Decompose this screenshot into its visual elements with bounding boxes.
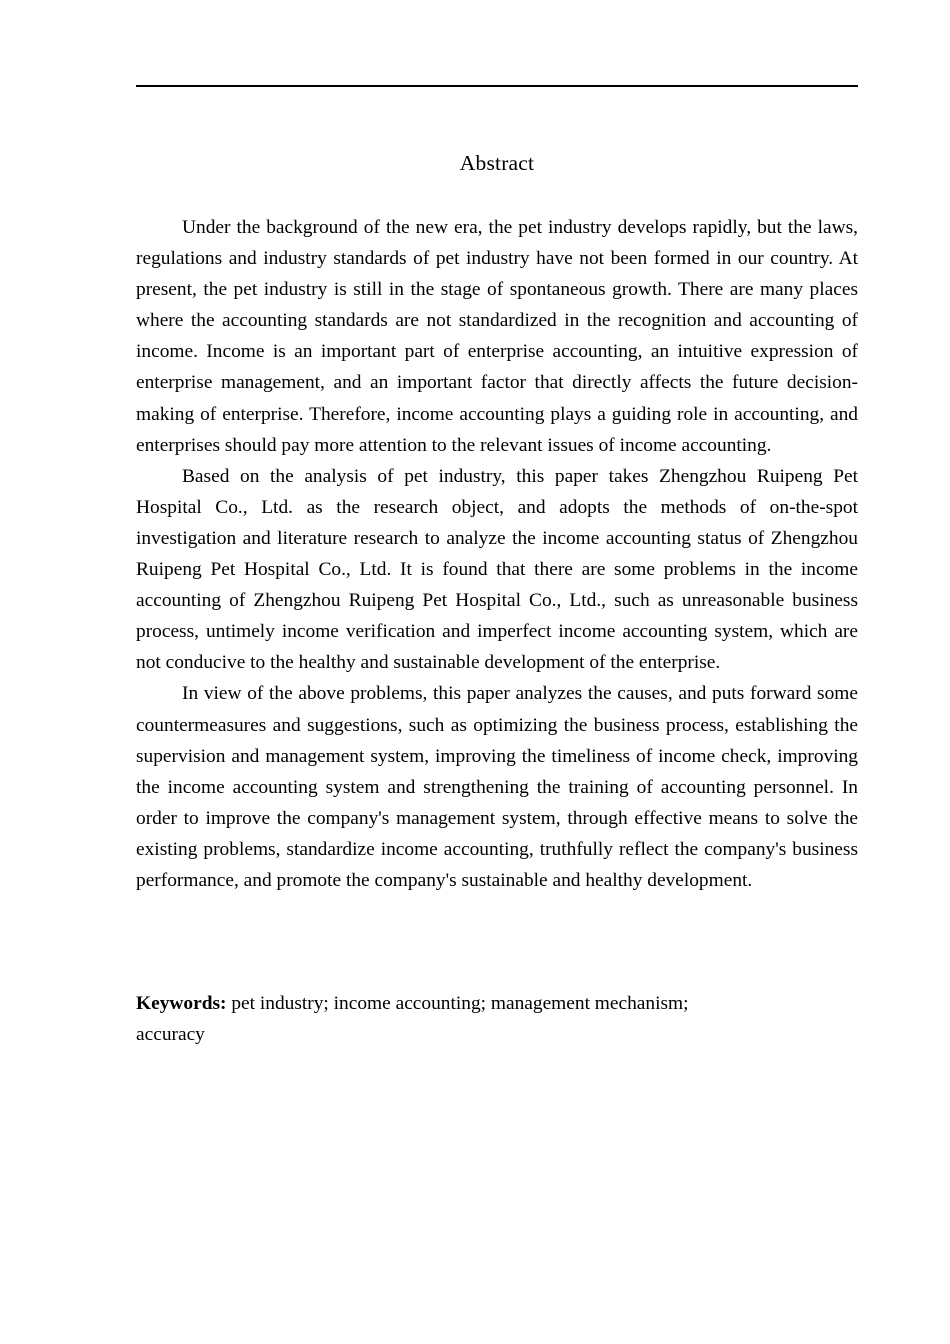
keywords-terms-line-1: pet industry; income accounting; management mechanism; (226, 993, 689, 1015)
page-content (136, 148, 858, 1050)
keywords-label: Keywords: (136, 993, 227, 1015)
keywords-terms-line-2: accuracy (136, 1024, 205, 1046)
abstract-paragraph-2: Based on the analysis of pet industry, this paper takes Zhengzhou Ruipeng Pet Hospital Co., Ltd. as the research object, and adopts the methods of on-the-spot investigation and literature research to analyze the income accounting status of Zhengzhou Ruipeng Pet Hospital Co., Ltd. It is found that there are some problems in the income accounting of Zhengzhou Ruipeng Pet Hospital Co., Ltd., such as unreasonable business process, untimely income verification and imperfect income accounting system, which are not conducive to the healthy and sustainable development of the enterprise. (136, 465, 858, 674)
abstract-paragraph-3: In view of the above problems, this paper analyzes the causes, and puts forward some countermeasures and suggestions, such as optimizing the business process, establishing the supervision and management system, improving the timeliness of income check, improving the income accounting system and strengthening the training of accounting personnel. In order to improve the company's management system, through effective means to solve the existing problems, standardize income accounting, truthfully reflect the company's business performance, and promote the company's sustainable and healthy development. (136, 683, 858, 891)
page-title: Abstract (459, 151, 535, 175)
keywords-section (136, 988, 858, 1050)
header-rule-divider (136, 85, 858, 87)
abstract-body (136, 212, 858, 896)
abstract-paragraph-1: Under the background of the new era, the pet industry develops rapidly, but the laws, regulations and industry standards of pet industry have not been formed in our country. At present, the pet industry is still in the stage of spontaneous growth. There are many places where the accounting standards are not standardized in the recognition and accounting of income. Income is an important part of enterprise accounting, an intuitive expression of enterprise management, and an important factor that directly affects the future decision-making of enterprise. Therefore, income accounting plays a guiding role in accounting, and enterprises should pay more attention to the relevant issues of income accounting. (136, 217, 858, 456)
